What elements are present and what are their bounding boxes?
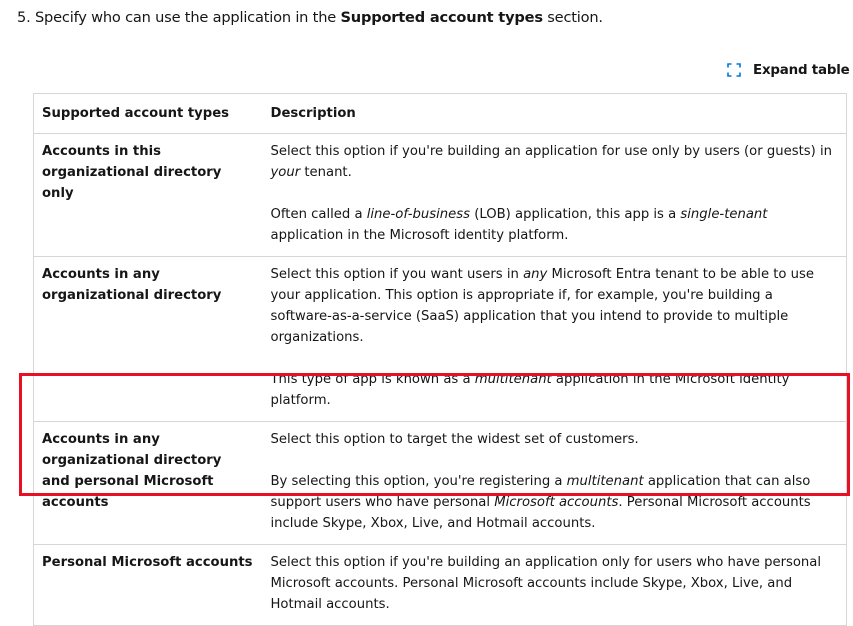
description-paragraph: Select this option if you want users in any Microsoft Entra tenant to be able to use your application. This option is appropriate if, for example, you're building a software-as-a-service (SaaS) application that you intend to provide to multiple organizations.: [270, 267, 815, 345]
account-type-description: [263, 422, 847, 545]
account-type-name: Accounts in any organizational directory: [34, 257, 263, 422]
description-paragraph: Select this option to target the widest set of customers.: [270, 432, 639, 447]
column-header-description: Description: [263, 94, 847, 134]
expand-icon: [727, 63, 741, 77]
table-header-row: [34, 94, 847, 134]
table-row-highlighted: [34, 422, 847, 545]
supported-account-types-table: [33, 93, 847, 626]
description-paragraph: Select this option if you're building an application for use only by users (or guests) in your tenant.: [270, 144, 832, 180]
expand-table-button[interactable]: [727, 60, 849, 80]
description-paragraph: This type of app is known as a multitenant application in the Microsoft identity platform.: [270, 372, 790, 408]
step-number: 5.: [17, 9, 31, 26]
account-type-name: Accounts in this organizational directory only: [34, 134, 263, 257]
step-text-suffix: section.: [542, 9, 603, 26]
column-header-account-types: Supported account types: [34, 94, 263, 134]
description-paragraph: By selecting this option, you're registering a multitenant application that can also support users who have personal Microsoft accounts. Personal Microsoft accounts include Skype, Xbox, Live, and Hotmail accounts.: [270, 474, 811, 531]
account-type-name: Accounts in any organizational directory and personal Microsoft accounts: [34, 422, 263, 545]
description-paragraph: Select this option if you're building an application only for users who have personal Microsoft accounts. Personal Microsoft accounts include Skype, Xbox, Live, and Hotmail accounts.: [270, 555, 822, 612]
account-type-description: [263, 257, 847, 422]
account-type-description: [263, 545, 847, 626]
expand-table-label: Expand table: [753, 62, 850, 78]
account-type-description: [263, 134, 847, 257]
step-text-prefix: Specify who can use the application in the: [34, 9, 341, 26]
step-text-bold: Supported account types: [340, 9, 543, 26]
account-type-name: Personal Microsoft accounts: [42, 555, 253, 570]
step-instruction: [17, 8, 603, 28]
table-row: [34, 134, 847, 257]
description-paragraph: Often called a line-of-business (LOB) application, this app is a single-tenant application in the Microsoft identity platform.: [270, 207, 768, 243]
table-row: [34, 545, 847, 626]
table-row: [34, 257, 847, 422]
